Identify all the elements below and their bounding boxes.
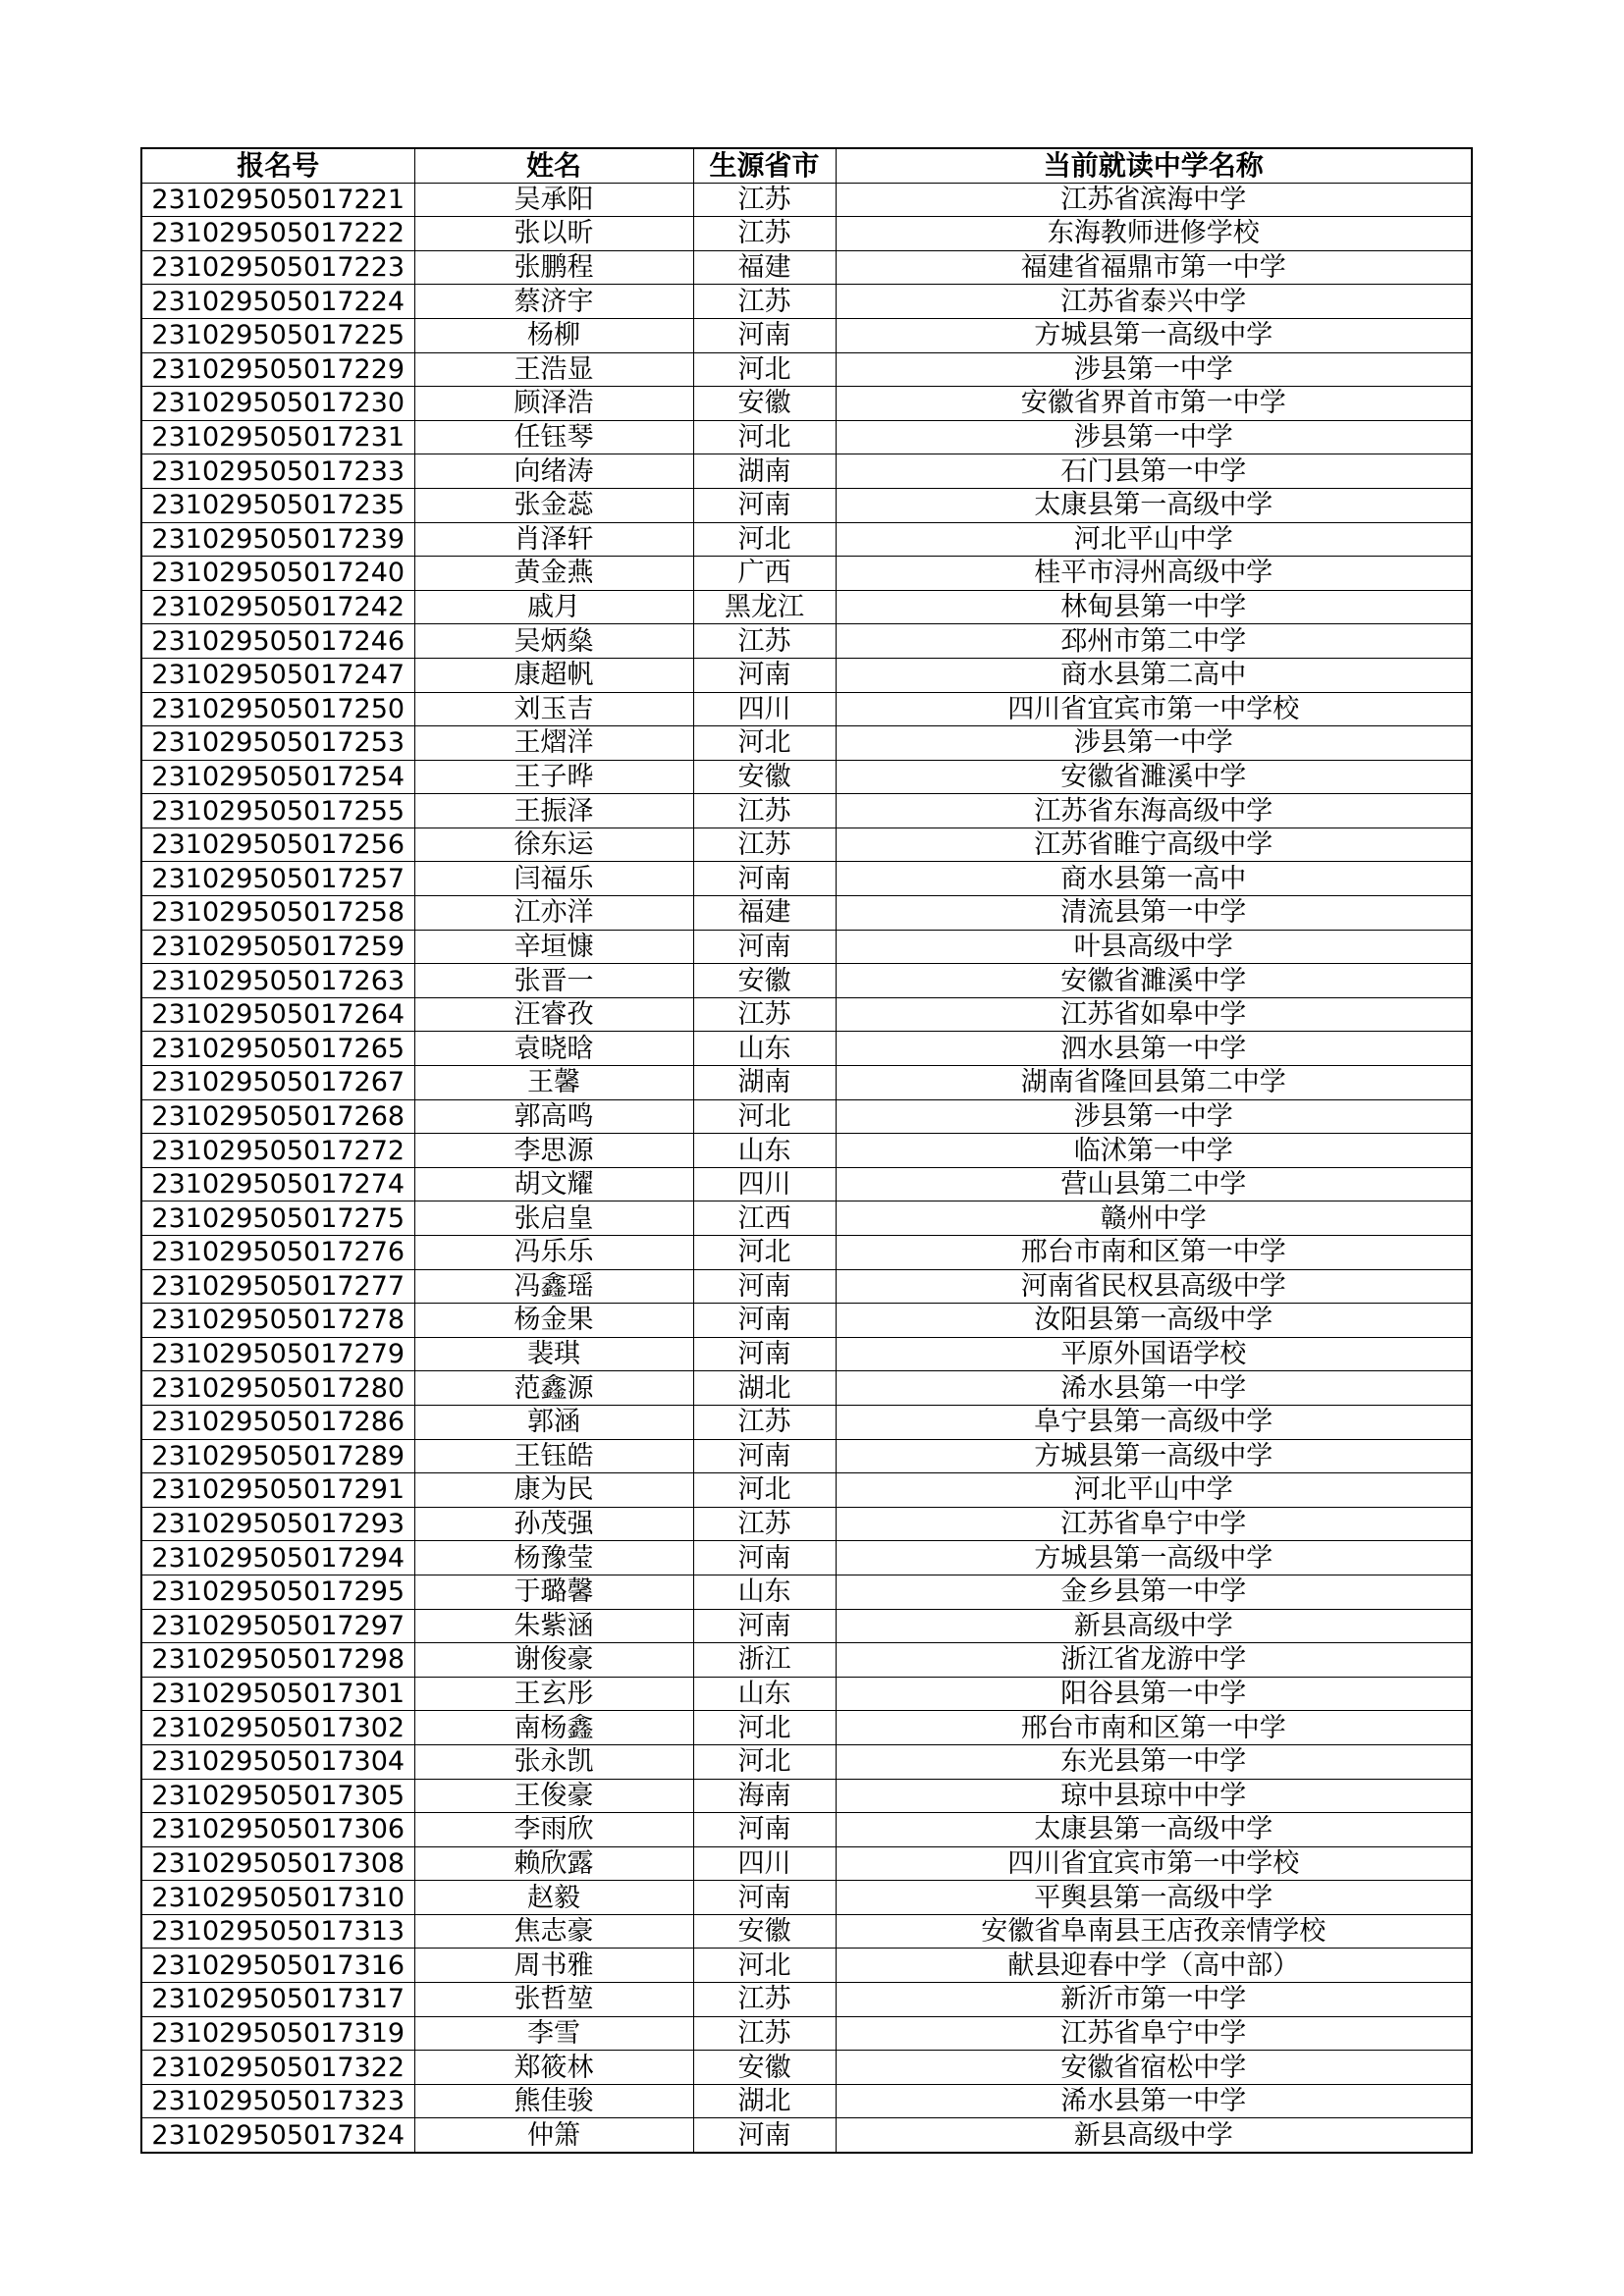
cell-province: 江苏 [693,624,836,659]
cell-school: 林甸县第一中学 [836,590,1472,624]
cell-name: 郑筱林 [414,2051,693,2085]
cell-name: 胡文耀 [414,1167,693,1201]
admission-list-table [140,147,1473,2154]
cell-name: 王馨 [414,1066,693,1100]
cell-province: 河北 [693,1473,836,1508]
cell-school: 方城县第一高级中学 [836,1439,1472,1473]
cell-registration-number: 231029505017222 [141,217,414,251]
cell-school: 浠水县第一中学 [836,1371,1472,1406]
cell-province: 山东 [693,1575,836,1609]
table-row [141,1269,1472,1304]
cell-school: 浙江省龙游中学 [836,1643,1472,1678]
cell-province: 河北 [693,1949,836,1983]
cell-school: 江苏省阜宁中学 [836,2016,1472,2051]
cell-school: 江苏省东海高级中学 [836,794,1472,828]
table-row [141,1643,1472,1678]
table-row [141,318,1472,352]
cell-school: 河北平山中学 [836,522,1472,557]
cell-registration-number: 231029505017286 [141,1405,414,1439]
cell-school: 临沭第一中学 [836,1134,1472,1168]
table-row [141,2051,1472,2085]
cell-registration-number: 231029505017305 [141,1779,414,1813]
cell-school: 河北平山中学 [836,1473,1472,1508]
cell-registration-number: 231029505017250 [141,692,414,726]
cell-registration-number: 231029505017297 [141,1609,414,1643]
cell-name: 赖欣露 [414,1846,693,1881]
cell-school: 新县高级中学 [836,1609,1472,1643]
table-row [141,1914,1472,1949]
table-row [141,1304,1472,1338]
table-row [141,420,1472,454]
cell-province: 河北 [693,1099,836,1134]
cell-registration-number: 231029505017289 [141,1439,414,1473]
table-row [141,2084,1472,2118]
cell-name: 顾泽浩 [414,387,693,421]
table-row [141,1813,1472,1847]
cell-name: 王子晔 [414,760,693,794]
cell-name: 张永凯 [414,1744,693,1779]
cell-school: 四川省宜宾市第一中学校 [836,1846,1472,1881]
cell-name: 江亦洋 [414,896,693,931]
cell-province: 安徽 [693,2051,836,2085]
cell-school: 献县迎春中学（高中部） [836,1949,1472,1983]
cell-registration-number: 231029505017263 [141,964,414,998]
cell-province: 安徽 [693,387,836,421]
table-row [141,726,1472,761]
cell-school: 涉县第一中学 [836,1099,1472,1134]
cell-school: 江苏省睢宁高级中学 [836,828,1472,862]
cell-registration-number: 231029505017242 [141,590,414,624]
table-row [141,1439,1472,1473]
cell-name: 王熠洋 [414,726,693,761]
cell-name: 张晋一 [414,964,693,998]
cell-name: 谢俊豪 [414,1643,693,1678]
cell-province: 江苏 [693,1405,836,1439]
cell-school: 金乡县第一中学 [836,1575,1472,1609]
table-row [141,183,1472,217]
cell-name: 张鹏程 [414,250,693,285]
cell-name: 杨豫莹 [414,1541,693,1575]
cell-name: 辛垣慷 [414,930,693,964]
table-row [141,794,1472,828]
cell-name: 李思源 [414,1134,693,1168]
cell-school: 汝阳县第一高级中学 [836,1304,1472,1338]
cell-registration-number: 231029505017224 [141,285,414,319]
table-row [141,1167,1472,1201]
cell-province: 四川 [693,692,836,726]
table-row [141,1677,1472,1711]
cell-name: 蔡济宇 [414,285,693,319]
cell-school: 邳州市第二中学 [836,624,1472,659]
cell-registration-number: 231029505017258 [141,896,414,931]
cell-registration-number: 231029505017223 [141,250,414,285]
table-row [141,590,1472,624]
cell-registration-number: 231029505017239 [141,522,414,557]
cell-school: 新县高级中学 [836,2118,1472,2153]
cell-registration-number: 231029505017254 [141,760,414,794]
cell-name: 王玄彤 [414,1677,693,1711]
cell-registration-number: 231029505017291 [141,1473,414,1508]
cell-province: 河南 [693,1881,836,1915]
cell-registration-number: 231029505017294 [141,1541,414,1575]
cell-school: 泗水县第一中学 [836,1032,1472,1066]
cell-province: 河北 [693,522,836,557]
cell-registration-number: 231029505017317 [141,1983,414,2017]
cell-name: 杨金果 [414,1304,693,1338]
cell-registration-number: 231029505017308 [141,1846,414,1881]
cell-registration-number: 231029505017276 [141,1236,414,1270]
cell-registration-number: 231029505017257 [141,862,414,896]
cell-school: 四川省宜宾市第一中学校 [836,692,1472,726]
cell-registration-number: 231029505017274 [141,1167,414,1201]
cell-school: 石门县第一中学 [836,454,1472,489]
cell-school: 涉县第一中学 [836,420,1472,454]
cell-registration-number: 231029505017221 [141,183,414,217]
cell-name: 张哲堃 [414,1983,693,2017]
cell-school: 平原外国语学校 [836,1337,1472,1371]
cell-school: 安徽省濉溪中学 [836,760,1472,794]
cell-school: 邢台市南和区第一中学 [836,1711,1472,1745]
table-row [141,1983,1472,2017]
cell-name: 戚月 [414,590,693,624]
cell-registration-number: 231029505017233 [141,454,414,489]
table-row [141,964,1472,998]
cell-name: 康为民 [414,1473,693,1508]
cell-registration-number: 231029505017259 [141,930,414,964]
cell-registration-number: 231029505017323 [141,2084,414,2118]
cell-province: 福建 [693,896,836,931]
table-row [141,250,1472,285]
cell-registration-number: 231029505017316 [141,1949,414,1983]
cell-province: 河南 [693,1439,836,1473]
cell-province: 山东 [693,1032,836,1066]
table-row [141,692,1472,726]
table-row [141,522,1472,557]
table-header-row [141,148,1472,183]
cell-province: 江苏 [693,217,836,251]
cell-province: 河南 [693,488,836,522]
table-row [141,557,1472,591]
cell-school: 赣州中学 [836,1201,1472,1236]
column-header-registration-number: 报名号 [141,148,414,183]
table-row [141,1744,1472,1779]
table-row [141,1711,1472,1745]
table-row [141,828,1472,862]
table-row [141,1541,1472,1575]
cell-province: 广西 [693,557,836,591]
cell-registration-number: 231029505017229 [141,352,414,387]
table-row [141,387,1472,421]
cell-school: 湖南省隆回县第二中学 [836,1066,1472,1100]
cell-school: 安徽省濉溪中学 [836,964,1472,998]
cell-name: 仲箫 [414,2118,693,2153]
table-row [141,285,1472,319]
cell-name: 裴琪 [414,1337,693,1371]
cell-province: 海南 [693,1779,836,1813]
cell-school: 邢台市南和区第一中学 [836,1236,1472,1270]
table-row [141,624,1472,659]
cell-school: 东光县第一中学 [836,1744,1472,1779]
cell-registration-number: 231029505017272 [141,1134,414,1168]
cell-name: 肖泽轩 [414,522,693,557]
cell-province: 江苏 [693,794,836,828]
cell-name: 向绪涛 [414,454,693,489]
cell-name: 王浩显 [414,352,693,387]
table-row [141,1575,1472,1609]
cell-province: 河南 [693,1304,836,1338]
cell-name: 焦志豪 [414,1914,693,1949]
cell-school: 清流县第一中学 [836,896,1472,931]
cell-school: 太康县第一高级中学 [836,1813,1472,1847]
cell-name: 张金蕊 [414,488,693,522]
cell-registration-number: 231029505017267 [141,1066,414,1100]
cell-province: 湖南 [693,1066,836,1100]
cell-school: 安徽省宿松中学 [836,2051,1472,2085]
cell-school: 江苏省泰兴中学 [836,285,1472,319]
cell-name: 熊佳骏 [414,2084,693,2118]
cell-name: 于璐馨 [414,1575,693,1609]
column-header-name: 姓名 [414,148,693,183]
cell-name: 冯鑫瑶 [414,1269,693,1304]
cell-registration-number: 231029505017280 [141,1371,414,1406]
table-row [141,997,1472,1032]
cell-province: 福建 [693,250,836,285]
cell-school: 桂平市浔州高级中学 [836,557,1472,591]
cell-province: 山东 [693,1134,836,1168]
cell-province: 河北 [693,1744,836,1779]
cell-province: 安徽 [693,964,836,998]
cell-school: 商水县第二高中 [836,658,1472,692]
cell-province: 湖北 [693,2084,836,2118]
cell-province: 浙江 [693,1643,836,1678]
table-row [141,1337,1472,1371]
cell-registration-number: 231029505017225 [141,318,414,352]
cell-registration-number: 231029505017246 [141,624,414,659]
table-row [141,1609,1472,1643]
column-header-province: 生源省市 [693,148,836,183]
cell-name: 刘玉吉 [414,692,693,726]
table-row [141,1201,1472,1236]
cell-school: 江苏省阜宁中学 [836,1507,1472,1541]
cell-province: 四川 [693,1846,836,1881]
table-row [141,1779,1472,1813]
cell-name: 任钰琴 [414,420,693,454]
table-row [141,1134,1472,1168]
cell-name: 杨柳 [414,318,693,352]
table-row [141,1405,1472,1439]
cell-name: 孙茂强 [414,1507,693,1541]
cell-name: 徐东运 [414,828,693,862]
table-row [141,352,1472,387]
cell-registration-number: 231029505017302 [141,1711,414,1745]
cell-name: 王俊豪 [414,1779,693,1813]
cell-province: 江西 [693,1201,836,1236]
cell-province: 河南 [693,1337,836,1371]
cell-name: 王振泽 [414,794,693,828]
cell-province: 安徽 [693,1914,836,1949]
cell-school: 方城县第一高级中学 [836,318,1472,352]
cell-registration-number: 231029505017306 [141,1813,414,1847]
cell-province: 河南 [693,1541,836,1575]
cell-province: 江苏 [693,1983,836,2017]
cell-registration-number: 231029505017301 [141,1677,414,1711]
cell-school: 江苏省如皋中学 [836,997,1472,1032]
cell-registration-number: 231029505017256 [141,828,414,862]
table-body [141,183,1472,2153]
cell-name: 冯乐乐 [414,1236,693,1270]
table-row [141,930,1472,964]
cell-school: 江苏省滨海中学 [836,183,1472,217]
cell-registration-number: 231029505017277 [141,1269,414,1304]
table-row [141,454,1472,489]
cell-registration-number: 231029505017235 [141,488,414,522]
table-row [141,896,1472,931]
cell-name: 郭高鸣 [414,1099,693,1134]
table-row [141,1881,1472,1915]
table-row [141,1473,1472,1508]
cell-registration-number: 231029505017240 [141,557,414,591]
cell-registration-number: 231029505017319 [141,2016,414,2051]
cell-registration-number: 231029505017275 [141,1201,414,1236]
cell-name: 张以昕 [414,217,693,251]
cell-province: 河南 [693,930,836,964]
table-row [141,217,1472,251]
cell-name: 康超帆 [414,658,693,692]
cell-name: 赵毅 [414,1881,693,1915]
cell-registration-number: 231029505017313 [141,1914,414,1949]
cell-school: 安徽省阜南县王店孜亲情学校 [836,1914,1472,1949]
cell-registration-number: 231029505017247 [141,658,414,692]
cell-name: 周书雅 [414,1949,693,1983]
table-row [141,1032,1472,1066]
cell-school: 新沂市第一中学 [836,1983,1472,2017]
cell-province: 河北 [693,1236,836,1270]
cell-province: 河北 [693,352,836,387]
cell-registration-number: 231029505017278 [141,1304,414,1338]
cell-name: 南杨鑫 [414,1711,693,1745]
cell-province: 江苏 [693,828,836,862]
table-row [141,2016,1472,2051]
cell-registration-number: 231029505017231 [141,420,414,454]
cell-name: 郭涵 [414,1405,693,1439]
cell-name: 吴炳燊 [414,624,693,659]
table-row [141,1507,1472,1541]
table-row [141,1236,1472,1270]
cell-school: 福建省福鼎市第一中学 [836,250,1472,285]
cell-school: 浠水县第一中学 [836,2084,1472,2118]
cell-school: 安徽省界首市第一中学 [836,387,1472,421]
cell-name: 张启皇 [414,1201,693,1236]
cell-province: 河北 [693,420,836,454]
cell-registration-number: 231029505017253 [141,726,414,761]
cell-registration-number: 231029505017293 [141,1507,414,1541]
table-row [141,658,1472,692]
cell-province: 四川 [693,1167,836,1201]
cell-registration-number: 231029505017310 [141,1881,414,1915]
table-row [141,1099,1472,1134]
cell-name: 袁晓晗 [414,1032,693,1066]
cell-registration-number: 231029505017304 [141,1744,414,1779]
cell-school: 平舆县第一高级中学 [836,1881,1472,1915]
cell-school: 太康县第一高级中学 [836,488,1472,522]
cell-name: 黄金燕 [414,557,693,591]
cell-name: 李雨欣 [414,1813,693,1847]
cell-registration-number: 231029505017255 [141,794,414,828]
cell-name: 汪睿孜 [414,997,693,1032]
cell-province: 河南 [693,1609,836,1643]
cell-province: 湖南 [693,454,836,489]
table-row [141,1371,1472,1406]
cell-school: 涉县第一中学 [836,726,1472,761]
cell-registration-number: 231029505017265 [141,1032,414,1066]
cell-registration-number: 231029505017230 [141,387,414,421]
cell-school: 东海教师进修学校 [836,217,1472,251]
cell-province: 安徽 [693,760,836,794]
table-row [141,1949,1472,1983]
cell-name: 闫福乐 [414,862,693,896]
cell-registration-number: 231029505017298 [141,1643,414,1678]
cell-registration-number: 231029505017279 [141,1337,414,1371]
cell-province: 河南 [693,1813,836,1847]
table-row [141,1066,1472,1100]
table-row [141,488,1472,522]
cell-province: 河南 [693,1269,836,1304]
cell-school: 营山县第二中学 [836,1167,1472,1201]
cell-school: 琼中县琼中中学 [836,1779,1472,1813]
cell-registration-number: 231029505017268 [141,1099,414,1134]
cell-school: 涉县第一中学 [836,352,1472,387]
cell-name: 朱紫涵 [414,1609,693,1643]
cell-school: 阳谷县第一中学 [836,1677,1472,1711]
cell-name: 范鑫源 [414,1371,693,1406]
cell-name: 吴承阳 [414,183,693,217]
cell-school: 商水县第一高中 [836,862,1472,896]
cell-registration-number: 231029505017264 [141,997,414,1032]
cell-school: 方城县第一高级中学 [836,1541,1472,1575]
cell-province: 江苏 [693,183,836,217]
cell-province: 江苏 [693,997,836,1032]
cell-province: 河北 [693,1711,836,1745]
cell-name: 李雪 [414,2016,693,2051]
cell-province: 山东 [693,1677,836,1711]
cell-province: 黑龙江 [693,590,836,624]
cell-province: 河南 [693,318,836,352]
cell-registration-number: 231029505017295 [141,1575,414,1609]
cell-province: 河南 [693,2118,836,2153]
cell-name: 王钰皓 [414,1439,693,1473]
cell-province: 江苏 [693,1507,836,1541]
cell-school: 阜宁县第一高级中学 [836,1405,1472,1439]
cell-province: 河南 [693,862,836,896]
cell-province: 河南 [693,658,836,692]
cell-province: 湖北 [693,1371,836,1406]
cell-school: 叶县高级中学 [836,930,1472,964]
cell-registration-number: 231029505017324 [141,2118,414,2153]
cell-registration-number: 231029505017322 [141,2051,414,2085]
table-row [141,1846,1472,1881]
table-row [141,760,1472,794]
cell-province: 江苏 [693,2016,836,2051]
column-header-school: 当前就读中学名称 [836,148,1472,183]
cell-province: 江苏 [693,285,836,319]
table-row [141,2118,1472,2153]
cell-province: 河北 [693,726,836,761]
table-row [141,862,1472,896]
cell-school: 河南省民权县高级中学 [836,1269,1472,1304]
